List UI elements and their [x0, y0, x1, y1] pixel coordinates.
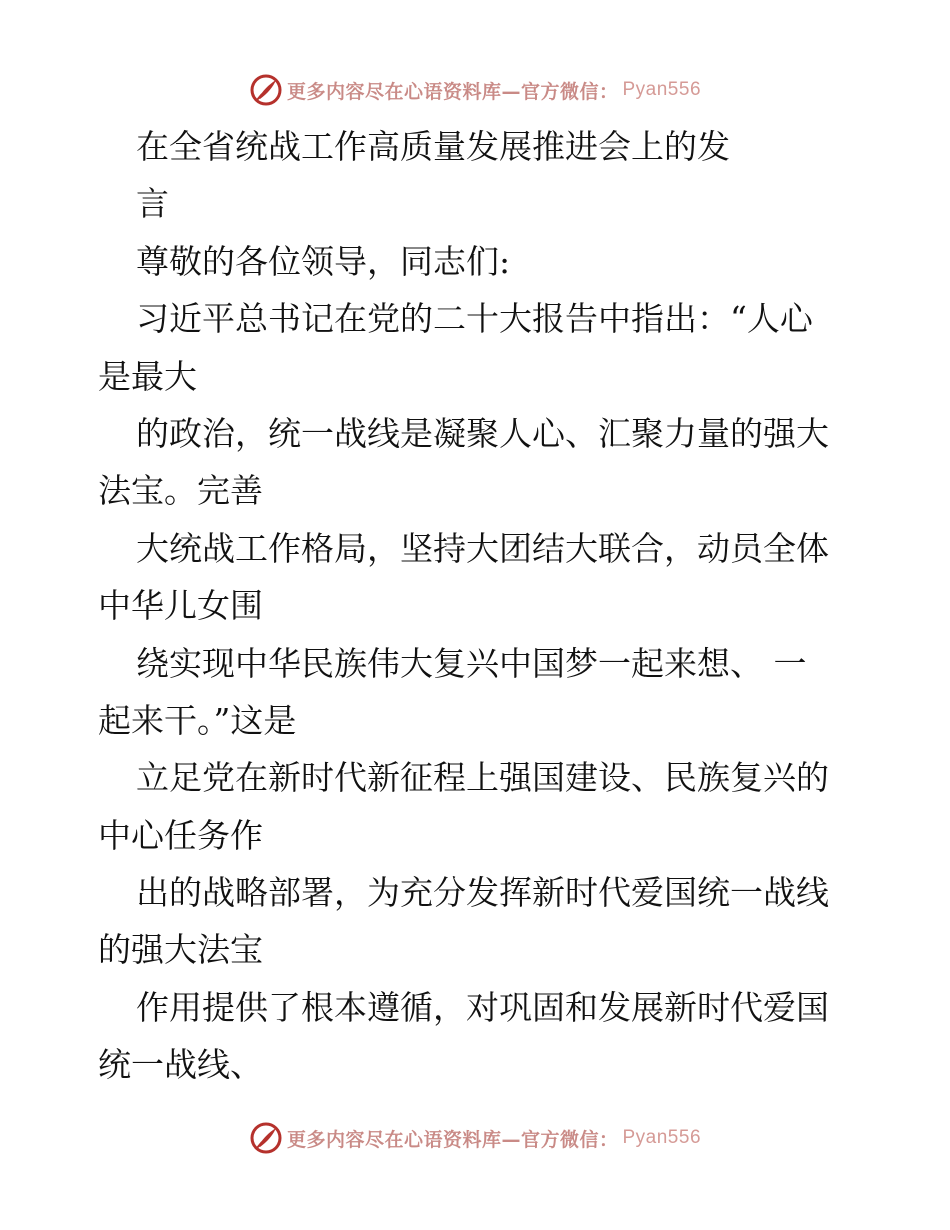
text-line: 法宝。完善 — [98, 471, 263, 511]
document-body — [98, 118, 858, 1094]
text-line: 言 — [136, 184, 169, 224]
text-line: 的政治，统一战线是凝聚人心、汇聚力量的强大 — [136, 413, 829, 453]
watermark-wechat-id: Pyan556 — [622, 1127, 702, 1148]
watermark-text: 更多内容尽在心语资料库—官方微信： — [286, 1128, 619, 1151]
text-line: 出的战略部署，为充分发挥新时代爱国统一战线 — [136, 873, 829, 913]
text-line: 起来干。”这是 — [98, 700, 297, 740]
text-line: 尊敬的各位领导，同志们: — [136, 241, 511, 281]
quill-logo-icon — [249, 73, 283, 107]
header-watermark — [0, 70, 950, 110]
text-line: 的强大法宝 — [98, 930, 263, 970]
watermark-wechat-id: Pyan556 — [622, 79, 702, 100]
text-line: 在全省统战工作高质量发展推进会上的发 — [136, 127, 730, 166]
text-line: 作用提供了根本遵循，对巩固和发展新时代爱国 — [136, 987, 829, 1027]
quill-logo-icon — [249, 1121, 283, 1155]
text-line: 绕实现中华民族伟大复兴中国梦一起来想、 一 — [136, 643, 807, 683]
text-line: 统一战线、 — [98, 1045, 263, 1085]
text-line: 习近平总书记在党的二十大报告中指出：“人心 — [136, 299, 813, 339]
text-line: 立足党在新时代新征程上强国建设、民族复兴的 — [136, 758, 829, 798]
footer-watermark — [0, 1118, 950, 1158]
text-line: 中心任务作 — [98, 815, 263, 855]
text-line: 中华儿女围 — [98, 586, 263, 626]
watermark-text: 更多内容尽在心语资料库—官方微信： — [286, 80, 619, 103]
text-line: 是最大 — [98, 356, 197, 396]
text-line: 大统战工作格局，坚持大团结大联合，动员全体 — [136, 528, 829, 568]
